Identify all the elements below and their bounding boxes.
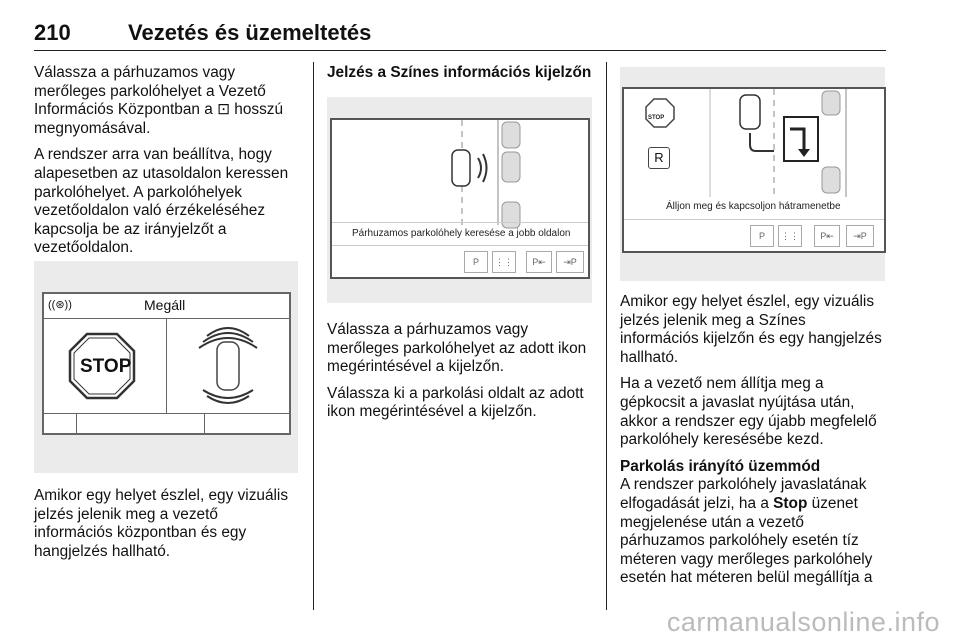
section-heading: Jelzés a Színes információs kijelzőn — [327, 64, 592, 81]
display-caption: Párhuzamos parkolóhely keresése a jobb oldalon — [352, 228, 571, 239]
display-footer — [44, 413, 289, 434]
paragraph: Ha a vezető nem állítja meg a gépkocsit a javaslat nyújtása után, akkor a rendszer egy újabb megfelelő parkolóhely keresésébe kezd. — [620, 375, 877, 449]
paragraph: Válassza a párhuzamos vagy merőleges parkolóhelyet a Vezető Információs Központban a ⊡ hosszú megnyomásával. — [34, 64, 284, 137]
park-assist-icon: ((⊛)) — [48, 299, 72, 311]
column-2 — [327, 64, 593, 91]
figure-stop-reverse — [620, 67, 885, 281]
color-info-display — [330, 118, 590, 279]
left-side-button[interactable]: P⇤ — [814, 225, 840, 247]
perpendicular-parking-button[interactable]: ⋮⋮ — [778, 225, 802, 247]
page-title: Vezetés és üzemeltetés — [128, 20, 372, 45]
column-3 — [620, 293, 888, 596]
sensor-panel — [167, 318, 289, 413]
column-1 — [34, 64, 300, 266]
display-title: Megáll — [144, 297, 186, 313]
display-buttons — [624, 219, 884, 252]
text-run: üzenet megjelenése után a vezető párhuzamos parkolóhely esetén tíz méteren vagy merőleges parkolóhely esetén hat méteren belül megállítja a — [620, 494, 873, 587]
column-1-bottom — [34, 487, 300, 569]
driver-info-display — [42, 292, 291, 435]
paragraph: Amikor egy helyet észlel, egy vizuális jelzés jelenik meg a vezető információs központban és egy hangjelzés hallható. — [34, 487, 289, 560]
column-2-bottom — [327, 321, 593, 430]
text-run: A rendszer parkolóhely javaslatának elfogadását jelzi, ha a — [620, 476, 867, 512]
section-subheading: Parkolás irányító üzemmód — [620, 457, 821, 475]
page-number: 210 — [34, 20, 71, 45]
stop-panel — [44, 318, 167, 413]
display-title-bar — [44, 294, 289, 319]
right-side-button[interactable]: ⇥P — [556, 251, 584, 273]
figure-stop-display — [34, 261, 298, 473]
perpendicular-parking-button[interactable]: ⋮⋮ — [492, 251, 516, 273]
display-buttons — [332, 245, 588, 278]
right-side-button[interactable]: ⇥P — [846, 225, 874, 247]
paragraph: Válassza ki a parkolási oldalt az adott ikon megérintésével a kijelzőn. — [327, 384, 584, 421]
parallel-parking-button[interactable]: P — [464, 251, 488, 273]
watermark: carmanualsonline.info — [666, 607, 940, 637]
display-caption: Álljon meg és kapcsoljon hátramenetbe — [666, 201, 841, 212]
paragraph — [620, 476, 888, 588]
left-side-button[interactable]: P⇤ — [526, 251, 552, 273]
paragraph: A rendszer arra van beállítva, hogy alapesetben az utasoldalon keressen parkolóhelyet. A parkolóhelyek vezetőoldalon való érzékeléséhez kapcsolja be az irányjelzőt a vezetőoldalon. — [34, 146, 289, 257]
paragraph: Válassza a párhuzamos vagy merőleges parkolóhelyet az adott ikon megérintésével a kijelzőn. — [327, 321, 587, 376]
figure-parallel-search — [327, 97, 592, 303]
page-header — [34, 20, 886, 51]
color-info-display — [622, 87, 886, 253]
parking-scene — [332, 120, 588, 230]
paragraph: Amikor egy helyet észlel, egy vizuális jelzés jelenik meg a Színes információs kijelzőn és egy hangjelzés hallható. — [620, 293, 882, 366]
stop-sign-text: STOP — [648, 115, 665, 121]
car-sensor-icon — [167, 318, 289, 413]
column-divider — [313, 62, 314, 610]
reverse-gear-icon: R — [648, 147, 670, 169]
stop-text: STOP — [80, 356, 132, 377]
parallel-parking-button[interactable]: P — [750, 225, 774, 247]
guidance-scene — [624, 89, 884, 201]
stop-keyword: Stop — [773, 494, 808, 512]
column-divider — [606, 62, 607, 610]
